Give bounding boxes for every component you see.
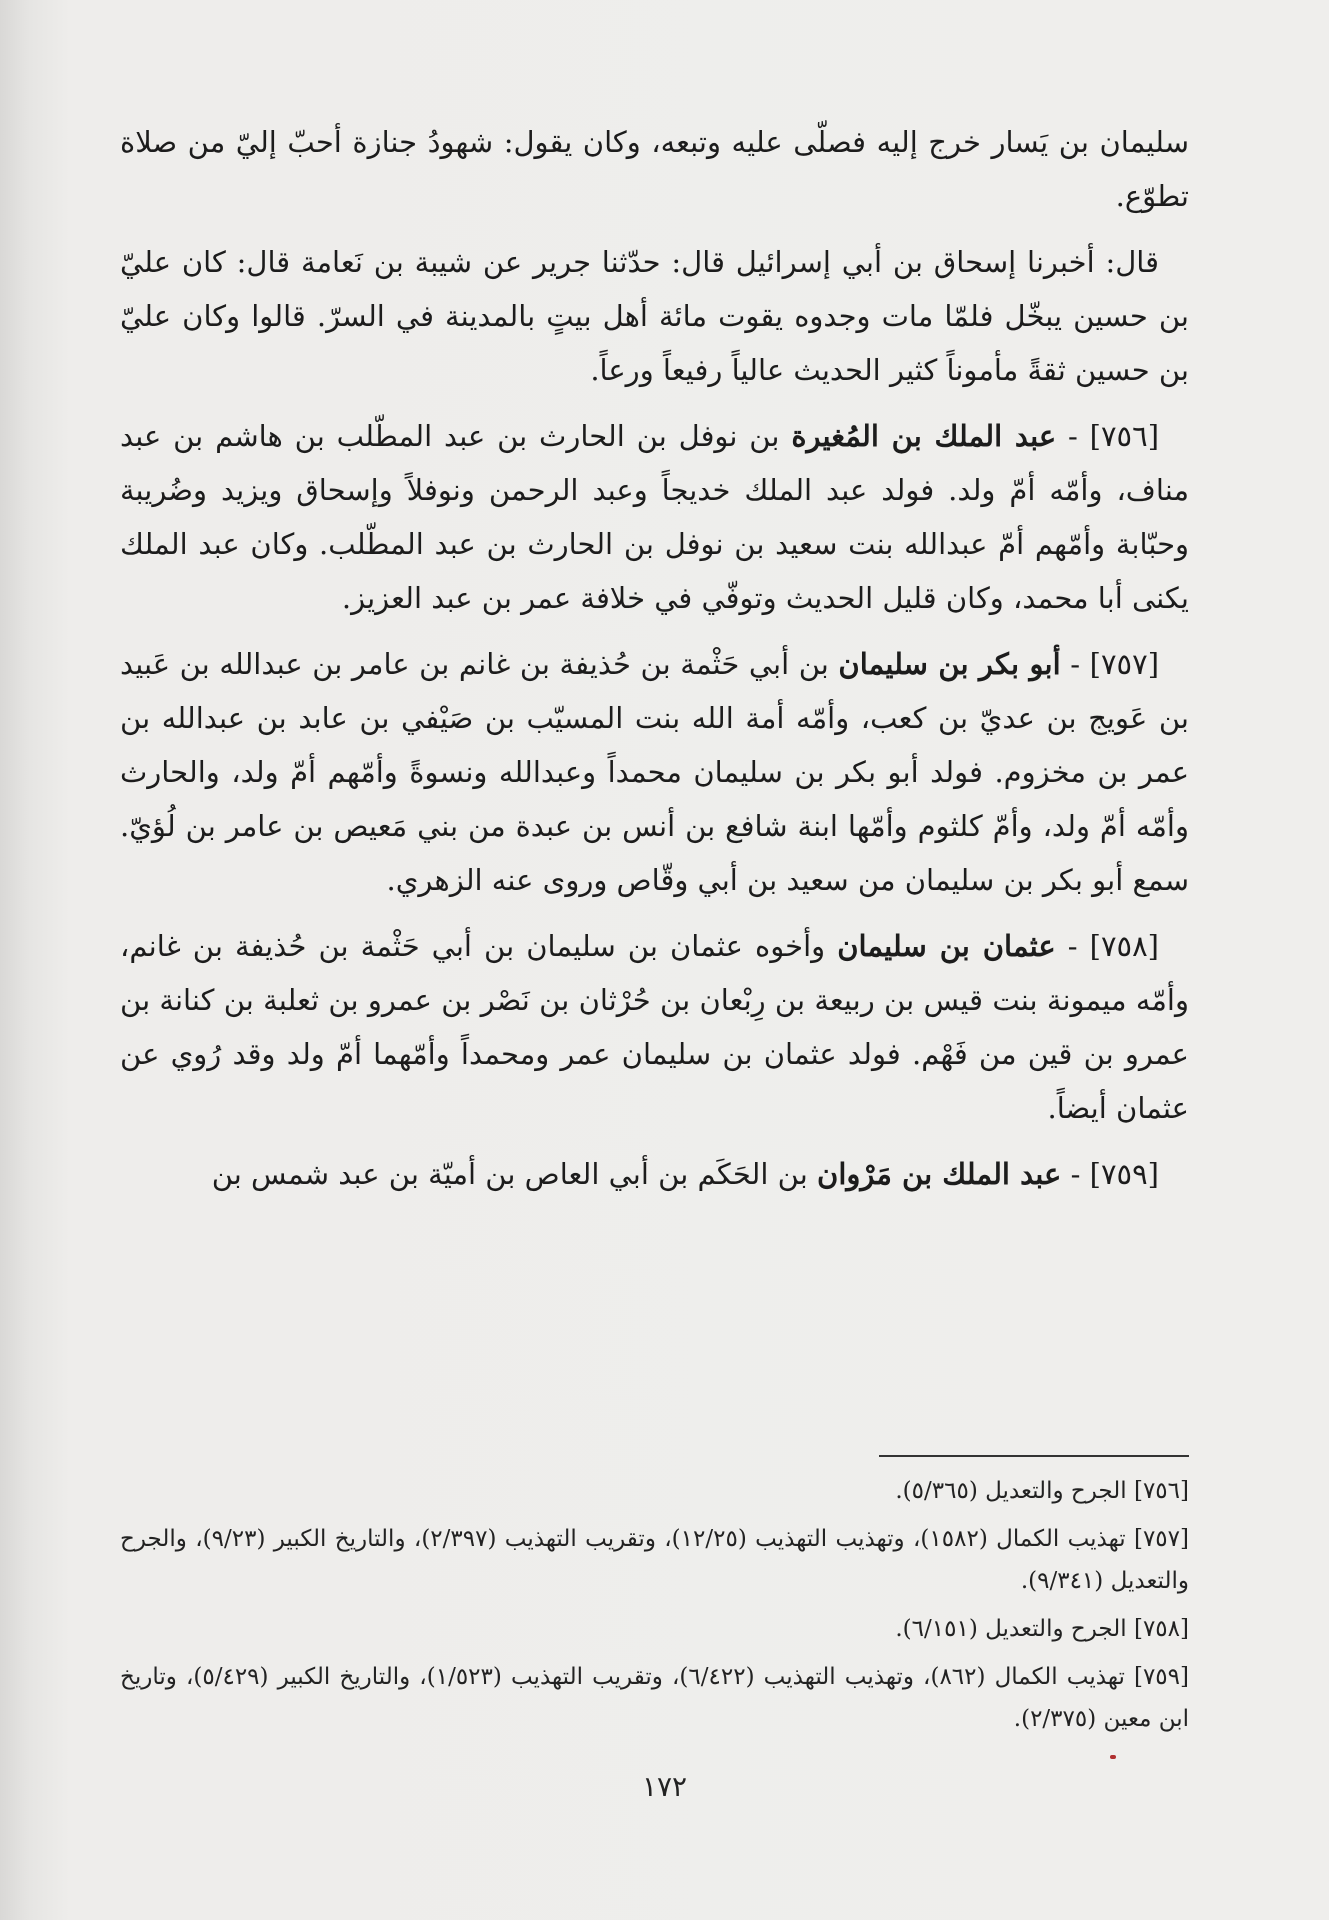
entry-number: [٧٥٩]	[1089, 1157, 1159, 1191]
footnote-divider	[879, 1455, 1189, 1457]
footnotes	[120, 1470, 1189, 1746]
entry-text: بن الحَكَم بن أبي العاص بن أميّة بن عبد شمس بن	[211, 1157, 808, 1191]
entry-number: [٧٥٧]	[1089, 647, 1160, 681]
page-number: ١٧٢	[641, 1770, 688, 1803]
entry-756: [٧٥٦] - عبد الملك بن المُغيرة بن نوفل بن الحارث بن عبد المطّلب بن هاشم بن عبد مناف، وأمّه أمّ ولد. فولد عبد الملك خديجاً وعبد الرحمن ونوفلاً وإسحاق ويزيد وضُريبة وحبّابة وأمّهم أمّ عبدالله بنت سعيد بن نوفل بن الحارث بن عبد المطّلب. وكان عبد الملك يكنى أبا محمد، وكان قليل الحديث وتوفّي في خلافة عمر بن عبد العزيز.	[120, 419, 1189, 615]
entry-heading: عبد الملك بن المُغيرة	[791, 419, 1057, 453]
entry-text: بن أبي حَثْمة بن حُذيفة بن غانم بن عامر بن عبدالله بن عَبيد بن عَويج بن عديّ بن كعب، وأمّه أمة الله بنت المسيّب بن صَيْفي بن عابد بن عبدالله بن عمر بن مخزوم. فولد أبو بكر بن سليمان محمداً وعبدالله ونسوةً وأمّهم أمّ ولد، والحارث وأمّه أمّ ولد، وأمّ كلثوم وأمّها ابنة شافع بن أنس بن عبدة من بني مَعيص بن عامر بن لُؤيّ. سمع أبو بكر بن سليمان من سعيد بن أبي وقّاص وروى عنه الزهري.	[120, 647, 1189, 897]
paragraph-text: قال: أخبرنا إسحاق بن أبي إسرائيل قال: حدّثنا جرير عن شيبة بن نَعامة قال: كان عليّ بن حسين يبخّل فلمّا مات وجدوه يقوت مائة أهل بيتٍ بالمدينة في السرّ. قالوا وكان عليّ بن حسين ثقةً مأموناً كثير الحديث عالياً رفيعاً ورعاً.	[120, 245, 1189, 387]
entry-heading: عثمان بن سليمان	[837, 929, 1056, 963]
footnote-759: [٧٥٩] تهذيب الكمال (٨٦٢)، وتهذيب التهذيب (٦/٤٢٢)، وتقريب التهذيب (١/٥٢٣)، والتاريخ الكبير (٥/٤٢٩)، وتاريخ ابن معين (٢/٣٧٥).	[120, 1664, 1189, 1732]
entry-heading: عبد الملك بن مَرْوان	[817, 1157, 1062, 1191]
paragraph	[120, 115, 1189, 223]
entry-759: [٧٥٩] - عبد الملك بن مَرْوان بن الحَكَم بن أبي العاص بن أميّة بن عبد شمس بن	[211, 1157, 1159, 1191]
paragraph	[120, 235, 1189, 397]
footnote-756: [٧٥٦] الجرح والتعديل (٥/٣٦٥).	[895, 1478, 1189, 1504]
main-text	[120, 115, 1189, 1213]
entry-heading: أبو بكر بن سليمان	[838, 647, 1061, 681]
entry-text: وأخوه عثمان بن سليمان بن أبي حَثْمة بن حُذيفة بن غانم، وأمّه ميمونة بنت قيس بن ربيعة بن رِبْعان بن حُرْثان بن نَصْر بن عمرو بن ثعلبة بن كنانة بن عمرو بن قين من فَهْم. فولد عثمان بن سليمان عمر ومحمداً وأمّهما أمّ ولد وقد رُوي عن عثمان أيضاً.	[120, 929, 1189, 1125]
ink-mark	[1110, 1755, 1116, 1759]
paragraph-text: سليمان بن يَسار خرج إليه فصلّى عليه وتبعه، وكان يقول: شهودُ جنازة أحبّ إليّ من صلاة تطوّع.	[120, 125, 1189, 213]
entry-number: [٧٥٦]	[1089, 419, 1160, 453]
entry-758: [٧٥٨] - عثمان بن سليمان وأخوه عثمان بن سليمان بن أبي حَثْمة بن حُذيفة بن غانم، وأمّه ميمونة بنت قيس بن ربيعة بن رِبْعان بن حُرْثان بن نَصْر بن عمرو بن ثعلبة بن كنانة بن عمرو بن قين من فَهْم. فولد عثمان بن سليمان عمر ومحمداً وأمّهما أمّ ولد وقد رُوي عن عثمان أيضاً.	[120, 929, 1189, 1125]
entry-number: [٧٥٨]	[1089, 929, 1159, 963]
footnote-757: [٧٥٧] تهذيب الكمال (١٥٨٢)، وتهذيب التهذيب (١٢/٢٥)، وتقريب التهذيب (٢/٣٩٧)، والتاريخ الكبير (٩/٢٣)، والجرح والتعديل (٩/٣٤١).	[120, 1526, 1189, 1594]
entry-text: بن نوفل بن الحارث بن عبد المطّلب بن هاشم بن عبد مناف، وأمّه أمّ ولد. فولد عبد الملك خديجاً وعبد الرحمن ونوفلاً وإسحاق ويزيد وضُريبة وحبّابة وأمّهم أمّ عبدالله بنت سعيد بن نوفل بن الحارث بن عبد المطّلب. وكان عبد الملك يكنى أبا محمد، وكان قليل الحديث وتوفّي في خلافة عمر بن عبد العزيز.	[120, 419, 1189, 615]
entry-757: [٧٥٧] - أبو بكر بن سليمان بن أبي حَثْمة بن حُذيفة بن غانم بن عامر بن عبدالله بن عَبيد بن عَويج بن عديّ بن كعب، وأمّه أمة الله بنت المسيّب بن صَيْفي بن عابد بن عبدالله بن عمر بن مخزوم. فولد أبو بكر بن سليمان محمداً وعبدالله ونسوةً وأمّهم أمّ ولد، والحارث وأمّه أمّ ولد، وأمّ كلثوم وأمّها ابنة شافع بن أنس بن عبدة من بني مَعيص بن عامر بن لُؤيّ. سمع أبو بكر بن سليمان من سعيد بن أبي وقّاص وروى عنه الزهري.	[120, 647, 1189, 897]
footnote-758: [٧٥٨] الجرح والتعديل (٦/١٥١).	[895, 1616, 1189, 1642]
